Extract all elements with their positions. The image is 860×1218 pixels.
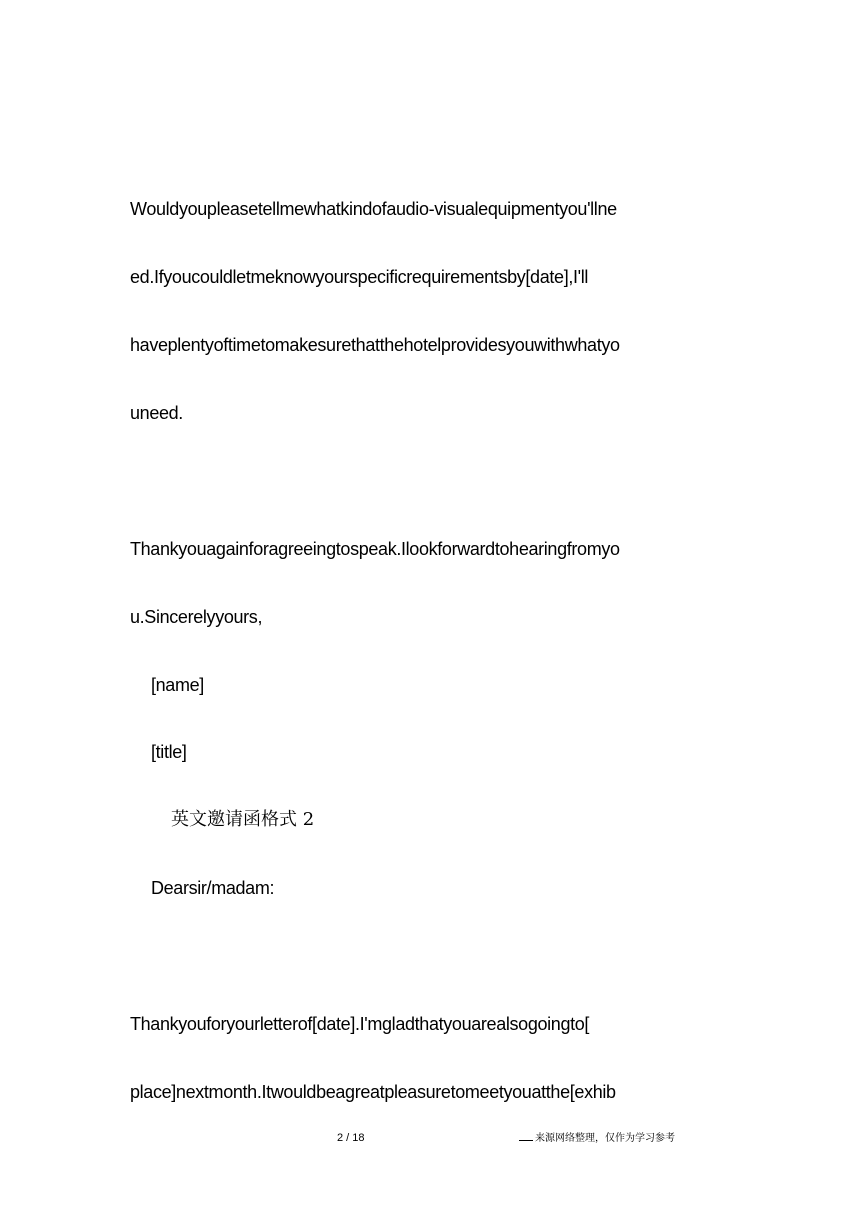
signature-name: [name] — [151, 675, 204, 695]
page-number: 2 / 18 — [337, 1132, 365, 1144]
body-text-line: u.Sincerelyyours, — [130, 607, 263, 627]
footer-note-wrapper — [519, 1131, 675, 1146]
body-text-line: ed.Ifyoucouldletmeknowyourspecificrequirementsby[date],I'll — [130, 267, 589, 287]
salutation: Dearsir/madam: — [151, 878, 275, 898]
footer-rule — [519, 1140, 533, 1141]
section-heading: 英文邀请函格式 2 — [171, 809, 315, 830]
body-text-line: Wouldyoupleasetellmewhatkindofaudio-visualequipmentyou'llne — [130, 199, 617, 219]
body-text-line: Thankyouagainforagreeingtospeak.Ilookforwardtohearingfromyo — [130, 539, 620, 559]
body-text-line: place]nextmonth.Itwouldbeagreatpleasuretomeetyouatthe[exhib — [130, 1082, 616, 1102]
body-text-line: Thankyouforyourletterof[date].I'mgladthatyouarealsogoingto[ — [130, 1014, 590, 1034]
signature-title: [title] — [151, 742, 187, 762]
footer-note: 来源网络整理，仅作为学习参考 — [535, 1133, 675, 1144]
body-text-line: haveplentyoftimetomakesurethatthehotelprovidesyouwithwhatyo — [130, 335, 620, 355]
body-text-line: uneed. — [130, 403, 183, 423]
